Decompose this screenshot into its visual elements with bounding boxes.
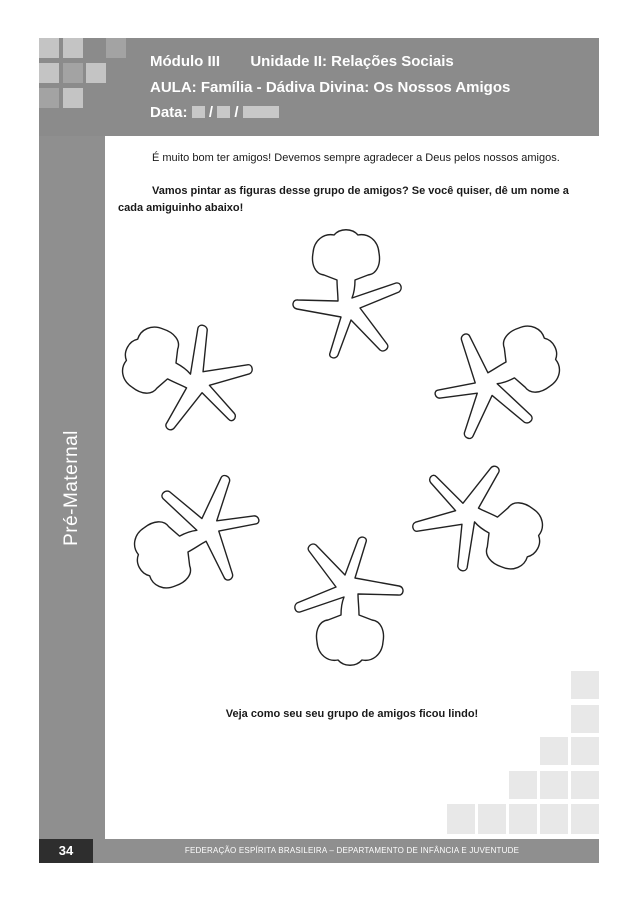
intro-text: É muito bom ter amigos! Devemos sempre agradecer a Deus pelos nossos amigos. [152,152,560,164]
footer-decoration-square [478,804,506,834]
friends-illustration [105,220,599,690]
footer-decoration-square [540,804,568,834]
header-decoration-square [106,38,126,58]
stick-figure-friend-icon[interactable] [417,300,581,456]
footer-decoration-square [447,804,475,834]
header-decoration-square [86,63,106,83]
header-decoration-square [63,88,83,108]
lesson-title: AULA: Família - Dádiva Divina: Os Nossos Amigos [150,79,511,96]
footer-decoration-square [571,804,599,834]
sidebar-label-box [39,136,105,839]
footer-text: FEDERAÇÃO ESPÍRITA BRASILEIRA – DEPARTAMENTO DE INFÂNCIA E JUVENTUDE [184,846,520,855]
date-month-field[interactable] [217,106,230,118]
footer-decoration-square [571,771,599,799]
date-day-field[interactable] [192,106,205,118]
footer-decoration-square [571,737,599,765]
module-title [150,53,454,70]
instruction-text: Vamos pintar as figuras desse grupo de amigos? Se você quiser, dê um nome a cada amiguinho abaixo! [118,185,569,214]
stick-figure-friend-icon[interactable] [105,299,266,455]
friends-figure-group [105,220,599,690]
footer-decoration-square [509,804,537,834]
footer-decoration-square [509,771,537,799]
unit-label: Unidade II: Relações Sociais [250,53,454,70]
sidebar-label: Pré-Maternal [61,430,82,546]
date-separator: / [234,104,239,121]
header-decoration-square [39,38,59,58]
footer-decoration-square [571,671,599,699]
footer-decoration-square [571,705,599,733]
date-line [150,104,279,121]
footer-decoration-square [540,771,568,799]
page-number: 34 [39,839,93,863]
date-separator: / [208,104,214,121]
stick-figure-friend-icon[interactable] [114,459,278,615]
stick-figure-friend-icon[interactable] [399,442,563,598]
header-decoration-square [39,88,59,108]
stick-figure-friend-icon[interactable] [295,537,403,665]
date-year-field[interactable] [243,106,279,118]
module-label: Módulo III [150,53,220,70]
header-decoration-square [39,63,59,83]
header-decoration-square [63,63,83,83]
date-label: Data: [150,104,188,121]
stick-figure-friend-icon[interactable] [293,230,401,358]
closing-text: Veja como seu seu grupo de amigos ficou lindo! [225,708,479,720]
header-decoration-square [63,38,83,58]
footer-decoration-square [540,737,568,765]
